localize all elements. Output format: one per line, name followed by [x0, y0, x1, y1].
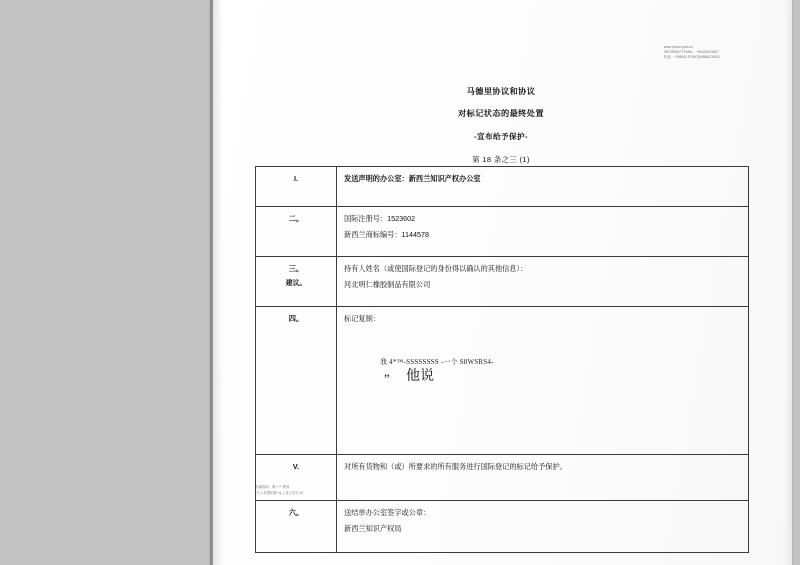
document-title-block: [210, 86, 792, 165]
footnote-line-2: *尺 x 英国的郡 *q 上述上的日 d*: [255, 491, 304, 496]
row-number: 二。: [256, 207, 337, 257]
mark-primary-text: 他说: [406, 368, 434, 384]
signature-label: 送结单办公室签字或公章：: [344, 508, 431, 517]
rule-reference: 第 18 条之三 (1): [472, 155, 530, 164]
document-sheet: [210, 0, 792, 565]
table-row: [256, 307, 749, 455]
nz-trademark-number: 新西兰商标编号：1144578: [344, 229, 429, 239]
row-number: V.: [256, 455, 337, 501]
protection-statement: 对所有货物和（或）所要求的所有服务进行国际登记的标记给予保护。: [344, 462, 567, 471]
table-row: [256, 257, 749, 307]
office-fax: 传真：+359042 POBO登6884476052: [664, 54, 720, 59]
mark-quote-glyph: ”: [384, 371, 390, 386]
holder-name: 河北明仁橡胶制品有限公司: [344, 279, 431, 289]
office-email: INFORMATT EMAI... +64400221607: [664, 49, 719, 54]
row-content: [337, 257, 749, 307]
table-row: [256, 207, 749, 257]
mark-text-line: 我 4*™-SSSSSSSS -一个 S8WSRS4-: [380, 357, 494, 366]
holder-label: 持有人姓名（或使国际登记的身份得以确认的其他信息）：: [344, 264, 528, 273]
document-page: [210, 0, 792, 565]
page-title: 马德里协议和协议: [466, 87, 536, 96]
table-row: [256, 167, 749, 207]
row-content: [337, 167, 749, 207]
row-content: [337, 307, 749, 455]
row-number: [256, 257, 337, 307]
scan-edge-shadow-left: [213, 0, 223, 565]
mark-reproduction-image: [344, 329, 741, 441]
signing-office: 新西兰知识产权局: [344, 523, 402, 533]
row-number: 四。: [256, 307, 337, 455]
row-number: 六。: [256, 501, 337, 553]
page-subtitle: 对标记状态的最终处置: [458, 109, 544, 118]
row-number: I.: [256, 167, 337, 207]
row-number-value: 三。: [288, 264, 304, 273]
office-website: www.ipomz.govt.nz: [664, 45, 693, 49]
scan-edge-shadow-right: [784, 0, 792, 565]
sending-office-line: 发送声明的办公室：新西兰知识产权办公室: [344, 174, 481, 183]
row-content: [337, 501, 749, 553]
row-content: [337, 207, 749, 257]
mark-reproduction-label: 标记复制：: [344, 314, 380, 323]
row-number-note: 建议。: [285, 279, 307, 287]
table-row: [256, 501, 749, 553]
office-contact-header: [664, 45, 774, 60]
international-registration-number: 国际注册号：1523602: [344, 214, 416, 223]
document-footnote: [255, 484, 555, 497]
footnote-line-1: 专属机构：第 / ™ 规则: [255, 485, 290, 489]
page-subtitle-secondary: -宣布给予保护-: [474, 132, 528, 141]
